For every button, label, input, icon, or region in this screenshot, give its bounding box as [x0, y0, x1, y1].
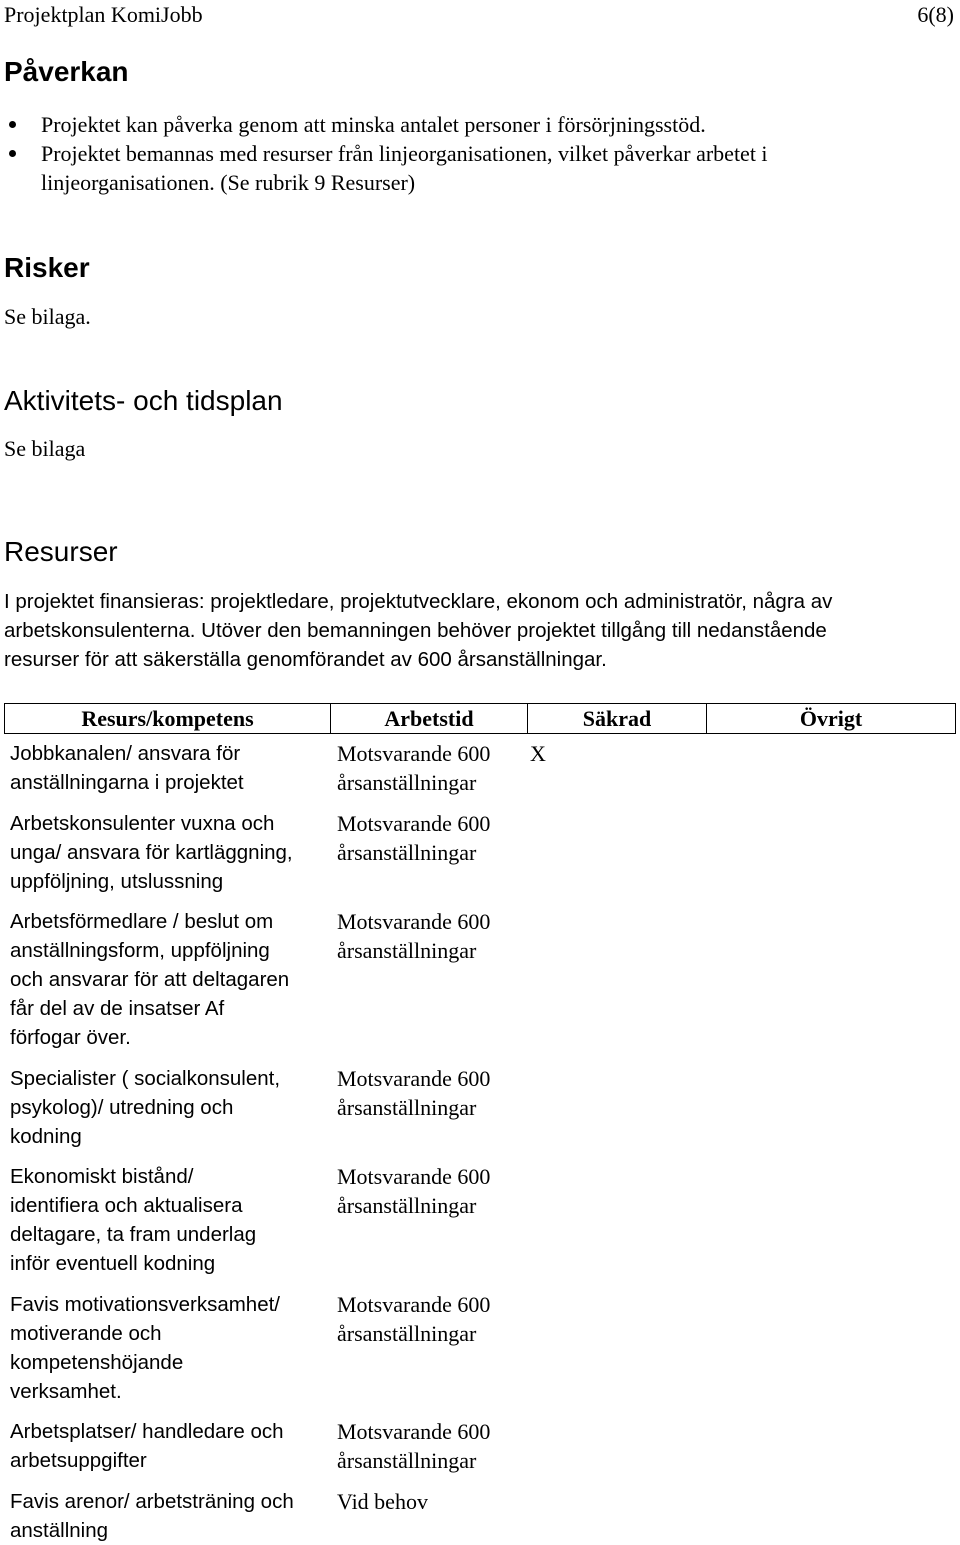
heading-paverkan: Påverkan: [4, 56, 129, 87]
resurser-line-2: arbetskonsulenterna. Utöver den bemanningen behöver projektet tillgång till nedanstående: [4, 619, 827, 642]
aktivitet-text: Se bilaga: [4, 436, 86, 461]
cell-resurs: Arbetskonsulenter vuxna och unga/ ansvara för kartläggning, uppföljning, utslussning: [10, 812, 293, 893]
bullet-text-2: Projektet bemannas med resurser från linjeorganisationen, vilket påverkar arbetet i: [41, 141, 768, 166]
cell-resurs: Arbetsplatser/ handledare och arbetsuppgifter: [10, 1420, 284, 1472]
document-title: Projektplan KomiJobb: [4, 2, 203, 27]
column-header-sakrad: Säkrad: [528, 704, 707, 733]
cell-arbetstid: Motsvarande 600 årsanställningar: [337, 1164, 491, 1218]
heading-resurser: Resurser: [4, 536, 118, 567]
cell-resurs: Arbetsförmedlare / beslut om anställningsform, uppföljning och ansvarar för att deltagaren får del av de insatser Af förfogar över.: [10, 910, 290, 1049]
cell-arbetstid: Motsvarande 600 årsanställningar: [337, 1419, 491, 1473]
bullet-icon: [9, 150, 16, 157]
cell-resurs: Favis motivationsverksamhet/ motiverande och kompetenshöjande verksamhet.: [10, 1293, 281, 1403]
resource-table-header: [4, 703, 956, 734]
bullet-icon: [9, 121, 16, 128]
cell-arbetstid: Vid behov: [337, 1489, 428, 1514]
cell-arbetstid: Motsvarande 600 årsanställningar: [337, 741, 491, 795]
column-header-resurs: Resurs/kompetens: [5, 704, 331, 733]
bullet-text-2-cont: linjeorganisationen. (Se rubrik 9 Resurser): [41, 170, 416, 195]
heading-risker: Risker: [4, 252, 90, 283]
cell-resurs: Ekonomiskt bistånd/ identifiera och aktualisera deltagare, ta fram underlag inför eventuell kodning: [10, 1165, 257, 1275]
bullet-text-1: Projektet kan påverka genom att minska antalet personer i försörjningsstöd.: [41, 112, 706, 137]
risker-text: Se bilaga.: [4, 304, 91, 329]
cell-resurs: Specialister ( socialkonsulent, psykolog)/ utredning och kodning: [10, 1067, 281, 1148]
column-header-arbetstid: Arbetstid: [331, 704, 528, 733]
cell-arbetstid: Motsvarande 600 årsanställningar: [337, 909, 491, 963]
page-number: 6(8): [917, 2, 954, 27]
cell-resurs: Jobbkanalen/ ansvara för anställningarna i projektet: [10, 742, 244, 794]
heading-aktivitet: Aktivitets- och tidsplan: [4, 385, 283, 416]
resurser-line-1: I projektet finansieras: projektledare, projektutvecklare, ekonom och administratör, några av: [4, 590, 833, 613]
cell-sakrad: X: [530, 741, 546, 766]
resurser-line-3: resurser för att säkerställa genomförandet av 600 årsanställningar.: [4, 648, 607, 671]
column-header-ovrigt: Övrigt: [799, 706, 863, 731]
cell-arbetstid: Motsvarande 600 årsanställningar: [337, 1292, 491, 1346]
cell-resurs: Favis arenor/ arbetsträning och anställning: [10, 1490, 294, 1542]
cell-arbetstid: Motsvarande 600 årsanställningar: [337, 811, 491, 865]
cell-arbetstid: Motsvarande 600 årsanställningar: [337, 1066, 491, 1120]
